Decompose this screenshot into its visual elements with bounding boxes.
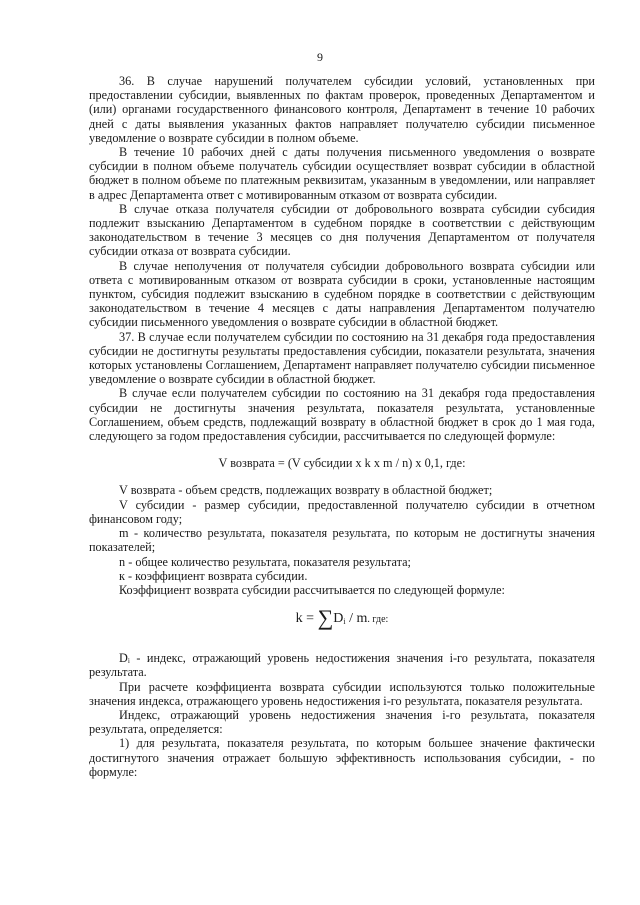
formula-suffix: . где: [367, 614, 389, 626]
page-number: 9 [317, 50, 323, 64]
paragraph-index-defined: Индекс, отражающий уровень недостижения значения i-го результата, показателя результата, определяется: [89, 707, 595, 737]
paragraph-item-1: 1) для результата, показателя результата, по которым большее значение фактически достигнутого значения отражает большую эффективность использования субсидии, - по формуле: [89, 736, 595, 779]
paragraph-36: 36. В случае нарушений получателем субсидии условий, установленных при предоставлении субсидии, выявленных по фактам проверок, проведенных Департаментом и (или) органами государственного финансового контроля, Департамент в течение 10 рабочих дней с даты выявления указанных фактов направляет получателю субсидии письменное уведомление о возврате субсидии в полном объеме. [89, 74, 595, 145]
document-body [89, 74, 595, 779]
definition-m: m - количество результата, показателя результата, по которым не достигнуты значения показателей; [89, 526, 595, 555]
paragraph-return-deadline: В течение 10 рабочих дней с даты получения письменного уведомления о возврате субсидии в полном объеме получатель субсидии осуществляет возврат субсидии в областной бюджет в полном объеме по платежным реквизитам, указанным в уведомлении, или направляет в адрес Департамента ответ с мотивированным отказом от возврата субсидии. [89, 145, 595, 202]
definition-v-subsidy: V субсидии - размер субсидии, предоставленной получателю субсидии в отчетном финансовом году; [89, 497, 595, 526]
paragraph-refusal: В случае отказа получателя субсидии от добровольного возврата субсидии субсидия подлежит взысканию Департаментом в судебном порядке в соответствии с действующим законодательством в течение 3 месяцев со дня получения Департаментом от получателя субсидии отказа от возврата субсидии. [89, 201, 595, 259]
paragraph-return-volume: В случае если получателем субсидии по состоянию на 31 декабря года предоставления субсидии не достигнуты значения результата, показателя результата, установленные Соглашением, объем средств, подлежащий возврату в областной бюджет в срок до 1 мая года, следующего за годом предоставления субсидии, рассчитывается по следующей формуле: [89, 386, 595, 444]
formula-d: D [333, 611, 344, 627]
formula-coefficient [89, 605, 595, 635]
definition-v-return: V возврата - объем средств, подлежащих возврату в областной бюджет; [119, 483, 493, 498]
formula-return-volume: V возврата = (V субсидии x k x m / n) x 0,1, где: [218, 456, 466, 471]
definition-n: n - общее количество результата, показателя результата; [119, 554, 411, 569]
formula-rhs: / m [345, 611, 368, 627]
paragraph-37: 37. В случае если получателем субсидии по состоянию на 31 декабря года предоставления субсидии не достигнуты результаты предоставления субсидии, показатели результата, значения которых установлены Соглашением, Департамент направляет получателю субсидии письменное уведомление о возврате субсидии в областной бюджет. [89, 329, 595, 387]
paragraph-no-response: В случае неполучения от получателя субсидии добровольного возврата субсидии или ответа с мотивированным отказом от возврата субсидии в сроки, установленные настоящим пунктом, субсидия подлежит взысканию в судебном порядке в соответствии с действующим законодательством в течение 4 месяцев с даты направления Департаментом получателю субсидии письменного уведомления о возврате субсидии в областной бюджет. [89, 258, 595, 330]
definition-k: к - коэффициент возврата субсидии. [119, 568, 308, 583]
paragraph-positive-values: При расчете коэффициента возврата субсидии используются только положительные значения индекса, отражающего уровень недостижения i-го результата, показателя результата. [89, 679, 595, 708]
definition-di: Dᵢ - индекс, отражающий уровень недостижения значения i-го результата, показателя результата. [89, 651, 595, 680]
coefficient-intro: Коэффициент возврата субсидии рассчитывается по следующей формуле: [119, 582, 505, 597]
formula-lhs: k = [295, 611, 318, 627]
formula-subscript: i [343, 617, 346, 627]
sigma-symbol: ∑ [317, 605, 334, 631]
